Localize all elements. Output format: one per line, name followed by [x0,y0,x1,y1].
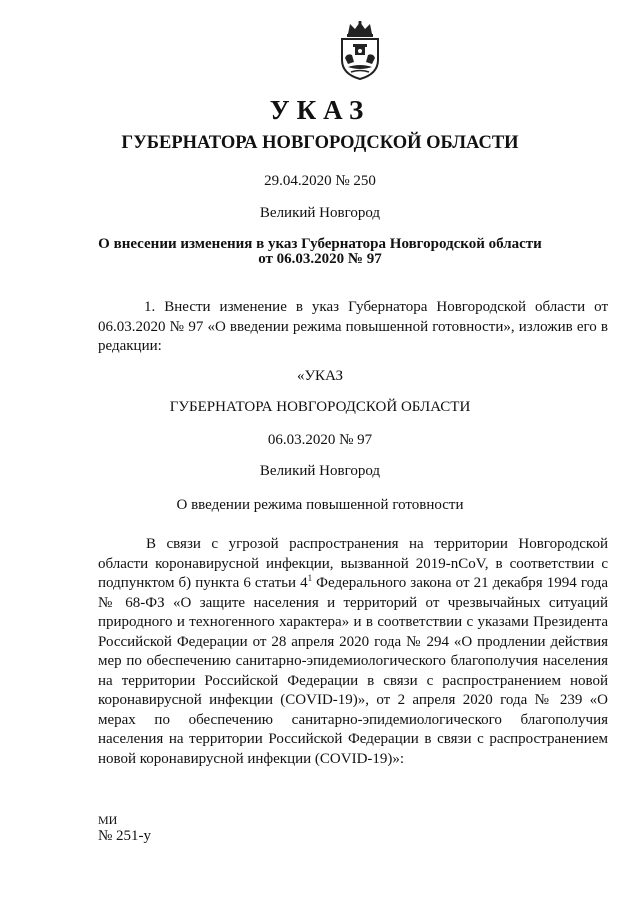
paragraph-2-part2: Федерального закона от 21 декабря 1994 года № 68-ФЗ «О защите населения и территорий от чрезвычайных ситуаций природного и техногенного характера» и в соответствии с указами Президента Российской Федерации от 28 апреля 2020 года № 294 «О продлении действия мер по обеспечению санитарно-эпидемиологического благополучия населения на территории Российской Федерации в связи с распространением новой коронавирусной инфекции (COVID-19)», от 2 апреля 2020 года № 239 «О мерах по обеспечению санитарно-эпидемиологического благополучия населения на территории Российской Федерации в связи с распространением новой коронавирусной инфекции (COVID-19)»: [98,575,608,767]
footer-initials: МИ [98,813,118,827]
quoted-title: «УКАЗ [296,368,344,384]
document-footer [98,812,151,844]
document-subtitle: ГУБЕРНАТОРА НОВГОРОДСКОЙ ОБЛАСТИ [121,133,519,153]
quoted-date-number: 06.03.2020 № 97 [267,432,373,448]
document-date-number: 29.04.2020 № 250 [264,173,376,189]
document-subject-line2: от 06.03.2020 № 97 [258,251,382,267]
paragraph-2 [98,535,608,769]
footer-number: № 251-у [98,828,152,844]
paragraph-1: 1. Внести изменение в указ Губернатора Новгородской области от 06.03.2020 № 97 «О введении режима повышенной готовности», изложив его в редакции: [98,299,608,354]
quoted-name: О введении режима повышенной готовности [176,497,464,513]
document-subject [42,237,598,267]
paragraph-2-superscript: 1 [307,573,313,583]
quoted-city: Великий Новгород [259,463,381,479]
document-city: Великий Новгород [259,205,381,221]
document-title: УКАЗ [269,95,371,125]
quoted-subtitle: ГУБЕРНАТОРА НОВГОРОДСКОЙ ОБЛАСТИ [169,399,471,415]
coat-of-arms-emblem [336,20,384,80]
paragraph-2-part1: В связи с угрозой распространения на территории Новгородской области коронавирусной инфекции, вызванной 2019-nCoV, в соответствии с подпунктом б) пункта 6 статьи 4 [98,536,608,591]
document-subject-line1: О внесении изменения в указ Губернатора Новгородской области [98,236,542,252]
